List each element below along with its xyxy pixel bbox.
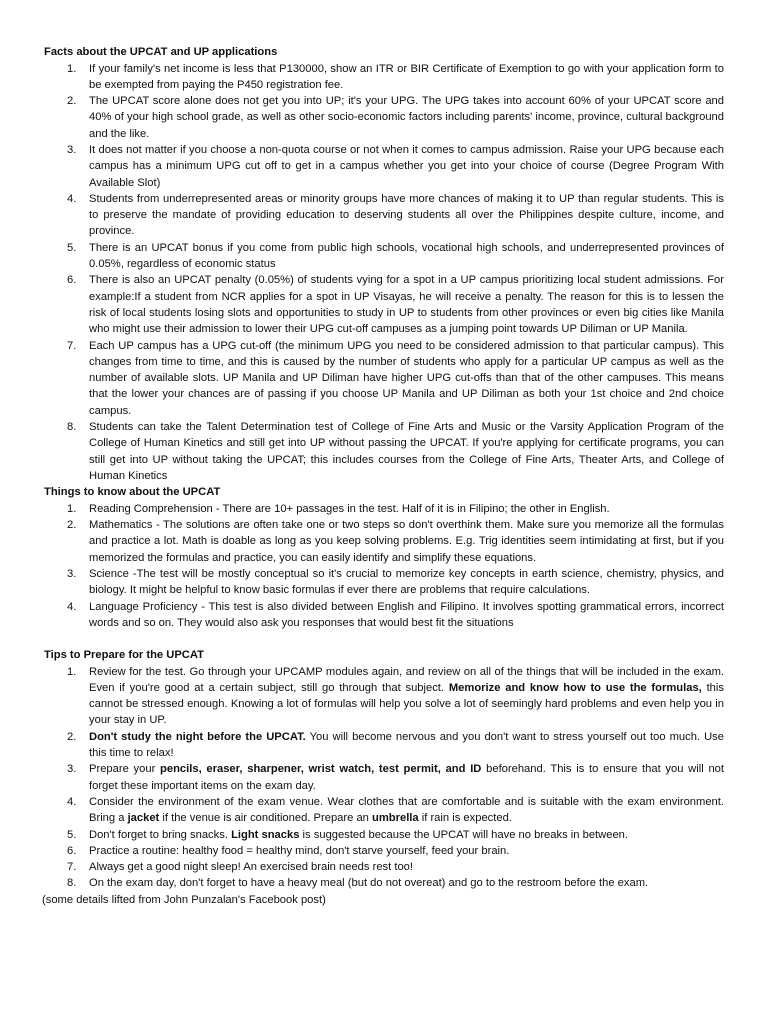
section-title: Things to know about the UPCAT — [44, 486, 221, 499]
text-run: Language Proficiency - This test is also divided between English and Filipino. It involves spotting grammatical errors, incorrect words and so on. They would also ask you responses that would best fit the situations — [89, 600, 724, 629]
document-page — [44, 44, 724, 908]
list-number: 1. — [67, 62, 77, 75]
list-number: 2. — [67, 519, 77, 532]
bold-text: Memorize and know how to use the formulas, — [448, 681, 702, 694]
bold-text: Don't study the night before the UPCAT. — [89, 730, 306, 743]
text-run: Reading Comprehension - There are 10+ passages in the test. Half of it is in Filipino; the other in English. — [89, 502, 610, 515]
tips-section — [44, 647, 724, 892]
list-item — [44, 859, 724, 875]
text-run: There is also an UPCAT penalty (0.05%) of students vying for a spot in a UP campus prioritizing local student admissions. For example:If a student from NCR applies for a spot in UP Visayas, he will receive a penalty. The reason for this is to lessen the risk of local students losing slots and opportunities to study in UP to students from other provinces or even big cities like Manila who might use their admission to lower their UPG cut-off campuses as a jumping point towards UP Diliman or UP Manila. — [89, 274, 724, 336]
list-item — [44, 61, 724, 94]
text-run: Students from underrepresented areas or minority groups have more chances of making it to UP than regular students. This is to preserve the mandate of providing education to deserving students all over the Philippines despite culture, income, and province. — [89, 192, 724, 238]
tips-list — [44, 664, 724, 892]
list-item — [44, 501, 724, 517]
list-number: 8. — [67, 421, 77, 434]
list-number: 2. — [67, 730, 77, 743]
text-run: if rain is expected. — [418, 812, 512, 825]
list-item — [44, 142, 724, 191]
text-run: Consider the environment of the exam venue. Wear clothes that are comfortable and is suitable with the exam environment. Bring a — [89, 795, 724, 825]
list-number: 7. — [67, 339, 77, 352]
text-run: if the venue is air conditioned. Prepare an — [159, 812, 372, 825]
section-gap — [44, 631, 724, 647]
text-run: You will become nervous and you don't want to stress yourself out too much. Use this time to relax! — [89, 730, 724, 760]
bold-text: pencils, eraser, sharpener, wrist watch, test permit, and ID — [160, 763, 482, 776]
text-run: It does not matter if you choose a non-quota course or not when it comes to campus admission. Raise your UPG because each campus has a minimum UPG cut off to get in a campus whether you get into your choice of course (Degree Program With Available Slot) — [89, 143, 724, 189]
list-item — [44, 664, 724, 729]
list-number: 2. — [67, 95, 77, 108]
list-number: 3. — [67, 567, 77, 580]
list-number: 4. — [67, 795, 77, 808]
list-item — [44, 827, 724, 843]
list-item — [44, 338, 724, 419]
list-number: 5. — [67, 241, 77, 254]
things-to-know-section — [44, 484, 724, 631]
list-item — [44, 566, 724, 599]
bold-text: jacket — [127, 812, 160, 825]
list-item — [44, 875, 724, 891]
list-item — [44, 761, 724, 794]
list-item — [44, 599, 724, 632]
text-run: If your family's net income is less that P130000, show an ITR or BIR Certificate of Exemption to go with your application form to be exempted from paying the P450 registration fee. — [89, 62, 724, 91]
bold-text: umbrella — [372, 812, 419, 825]
list-number: 4. — [67, 600, 77, 613]
text-run: Mathematics - The solutions are often take one or two steps so don't overthink them. Make sure you memorize all the formulas and practice a lot. Math is doable as long as you keep solving problems. E.g. Trig identities seem intimidating at first, but if you memorized the formulas and practice, you can easily identify and simplify these equations. — [89, 519, 724, 564]
text-run: beforehand. This is to ensure that you will not forget these important items on the exam day. — [89, 763, 724, 792]
text-run: is suggested because the UPCAT will have no breaks in between. — [299, 828, 629, 841]
text-run: Prepare your — [89, 763, 161, 776]
text-run: Practice a routine: healthy food = healthy mind, don't starve yourself, feed your brain. — [89, 844, 510, 857]
list-item — [44, 729, 724, 762]
list-number: 3. — [67, 143, 77, 156]
text-run: The UPCAT score alone does not get you into UP; it's your UPG. The UPG takes into account 60% of your UPCAT score and 40% of your high school grade, as well as other socio-economic factors including parents' income, province, cultural background and the like. — [89, 95, 724, 140]
list-item — [44, 794, 724, 827]
list-number: 6. — [67, 844, 77, 857]
list-number: 7. — [67, 861, 77, 874]
facts-section — [44, 44, 724, 484]
list-item — [44, 843, 724, 859]
list-number: 5. — [67, 828, 77, 841]
list-item — [44, 517, 724, 566]
text-run: Each UP campus has a UPG cut-off (the minimum UPG you need to be considered admission to that particular campus). This changes from time to time, and this is caused by the number of students who apply for a particular UP campus as well as the number of available slots. UP Manila and UP Diliman have higher UPG cut-offs than that of the other campuses. This means that the lower your chances are of passing if you choose UP Manila and UP Diliman as both your 1st choice and 2nd choice campus. — [89, 339, 724, 417]
text-run: Don't forget to bring snacks. — [89, 828, 232, 841]
list-number: 6. — [67, 274, 77, 287]
section-title: Tips to Prepare for the UPCAT — [44, 649, 204, 662]
section-title: Facts about the UPCAT and UP applications — [44, 46, 278, 58]
text-run: Science -The test will be mostly conceptual so it's crucial to memorize key concepts in earth science, chemistry, physics, and biology. It might be helpful to know basic formulas if ever there are problems that require calculations. — [89, 567, 724, 597]
text-run: Review for the test. Go through your UPCAMP modules again, and review on all of the things that will be included in the exam. Even if you're good at a certain subject, still go through that subject. — [89, 665, 724, 694]
text-run: Always get a good night sleep! An exercised brain needs rest too! — [89, 861, 414, 874]
list-item — [44, 240, 724, 273]
text-run: There is an UPCAT bonus if you come from public high schools, vocational high schools, and underrepresented provinces of 0.05%, regardless of economic status — [89, 241, 724, 271]
list-number: 1. — [67, 665, 77, 678]
list-item — [44, 272, 724, 337]
list-item — [44, 93, 724, 142]
facts-list — [44, 61, 724, 485]
source-note: (some details lifted from John Punzalan's Facebook post) — [42, 893, 326, 906]
list-item — [44, 191, 724, 240]
list-item — [44, 419, 724, 484]
text-run: On the exam day, don't forget to have a heavy meal (but do not overeat) and go to the restroom before the exam. — [89, 877, 649, 890]
bold-text: Light snacks — [231, 828, 300, 841]
list-number: 3. — [67, 763, 77, 776]
text-run: Students can take the Talent Determination test of College of Fine Arts and Music or the Varsity Application Program of the College of Human Kinetics and still get into UP without passing the UPCAT. If you're applying for certificate programs, you can still get into UP without taking the UPCAT; this includes courses from the College of Fine Arts, Theater Arts, and College of Human Kinetics — [89, 421, 724, 482]
text-run: this cannot be stressed enough. Knowing a lot of formulas will help you solve a lot of seemingly hard problems and even help you in your stay in UP. — [89, 681, 724, 727]
list-number: 1. — [67, 502, 77, 515]
things-to-know-list — [44, 501, 724, 631]
list-number: 4. — [67, 192, 77, 205]
list-number: 8. — [67, 877, 77, 890]
